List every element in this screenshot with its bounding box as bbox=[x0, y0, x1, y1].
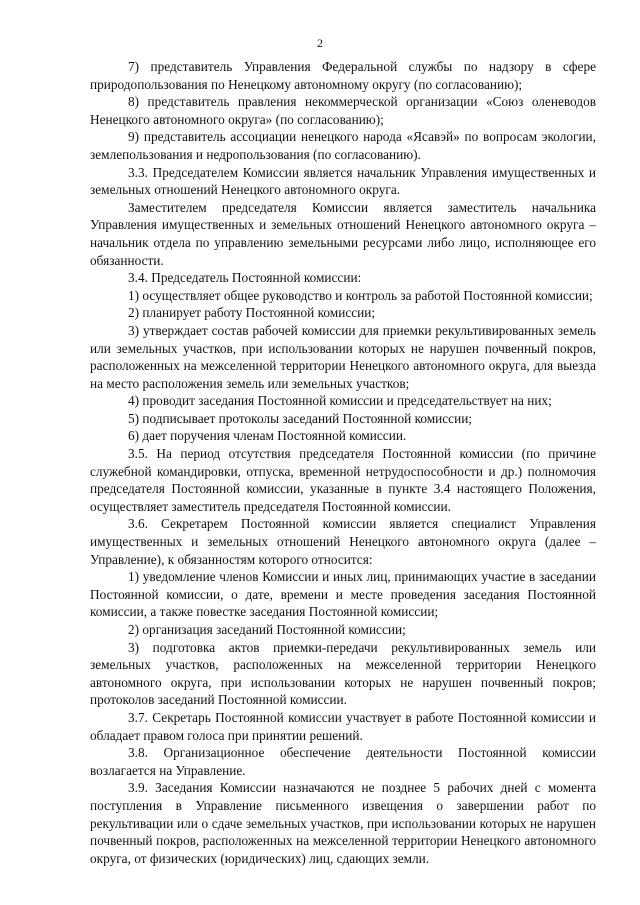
paragraph-3-9: 3.9. Заседания Комиссии назначаются не позднее 5 рабочих дней с момента поступления в Управление письменного извещения о завершении работ по рекультивации или о сдаче земельных участков, при использовании которых не нарушен почвенный покров, расположенных на межселенной территории Ненецкого автономного округа, от физических (юридических) лиц, сдающих земли. bbox=[90, 780, 596, 866]
paragraph-3-6-item-2: 2) организация заседаний Постоянной комиссии; bbox=[128, 622, 406, 637]
paragraph-item-9: 9) представитель ассоциации ненецкого народа «Ясавэй» по вопросам экологии, землепользования и недропользования (по согласованию). bbox=[90, 129, 596, 162]
page-number: 2 bbox=[317, 36, 323, 50]
paragraph-3-4-item-1: 1) осуществляет общее руководство и контроль за работой Постоянной комиссии; bbox=[128, 287, 593, 303]
paragraph-3-3: 3.3. Председателем Комиссии является начальник Управления имущественных и земельных отношений Ненецкого автономного округа. bbox=[90, 164, 596, 198]
paragraph-3-6-item-3: 3) подготовка актов приемки-передачи рекультивированных земель или земельных участков, расположенных на межселенной территории Ненецкого автономного округа, при использовании которых не нарушен почвенный покров; протоколов заседаний Постоянной комиссии. bbox=[90, 639, 596, 708]
paragraph-3-4-item-6: 6) дает поручения членам Постоянной комиссии. bbox=[128, 428, 407, 444]
paragraph-deputy-chairman: Заместителем председателя Комиссии является заместитель начальника Управления имущественных и земельных отношений Ненецкого автономного округа – начальник отдела по управлению земельными ресурсами либо лицо, исполняющее его обязанности. bbox=[90, 199, 596, 268]
paragraph-3-6: 3.6. Секретарем Постоянной комиссии является специалист Управления имущественных и земельных отношений Ненецкого автономного округа (далее – Управление), к обязанностям которого относится: bbox=[90, 516, 596, 567]
paragraph-3-4-item-3: 3) утверждает состав рабочей комиссии для приемки рекультивированных земель или земельных участков, при использовании которых не нарушен почвенный покров, расположенных на межселенной территории Ненецкого автономного округа, для выезда на место расположения земель или земельных участков; bbox=[90, 322, 596, 391]
paragraph-3-4-item-2: 2) планирует работу Постоянной комиссии; bbox=[128, 305, 376, 321]
paragraph-item-8: 8) представитель правления некоммерческой организации «Союз оленеводов Ненецкого автономного округа» (по согласованию); bbox=[90, 94, 596, 127]
paragraph-3-5: 3.5. На период отсутствия председателя Постоянной комиссии (по причине служебной командировки, отпуска, временной нетрудоспособности и др.) полномочия председателя Постоянной комиссии, указанные в пункте 3.4 настоящего Положения, осуществляет заместитель председателя Постоянной комиссии. bbox=[90, 446, 596, 514]
paragraph-3-8: 3.8. Организационное обеспечение деятельности Постоянной комиссии возлагается на Управление. bbox=[90, 745, 596, 778]
paragraph-3-7: 3.7. Секретарь Постоянной комиссии участвует в работе Постоянной комиссии и обладает правом голоса при принятии решений. bbox=[90, 709, 596, 743]
document-body bbox=[90, 58, 596, 867]
paragraph-3-4-item-5: 5) подписывает протоколы заседаний Постоянной комиссии; bbox=[128, 410, 473, 426]
paragraph-3-4-item-4: 4) проводит заседания Постоянной комиссии и председательствует на них; bbox=[128, 393, 552, 409]
paragraph-3-6-item-1: 1) уведомление членов Комиссии и иных лиц, принимающих участие в заседании Постоянной комиссии, о дате, времени и месте проведения заседания Постоянной комиссии, а также повестке заседания Постоянной комиссии; bbox=[90, 569, 596, 620]
paragraph-3-4: 3.4. Председатель Постоянной комиссии: bbox=[128, 270, 362, 286]
paragraph-item-7: 7) представитель Управления Федеральной службы по надзору в сфере природопользования по Ненецкому автономному округу (по согласованию); bbox=[90, 59, 596, 92]
